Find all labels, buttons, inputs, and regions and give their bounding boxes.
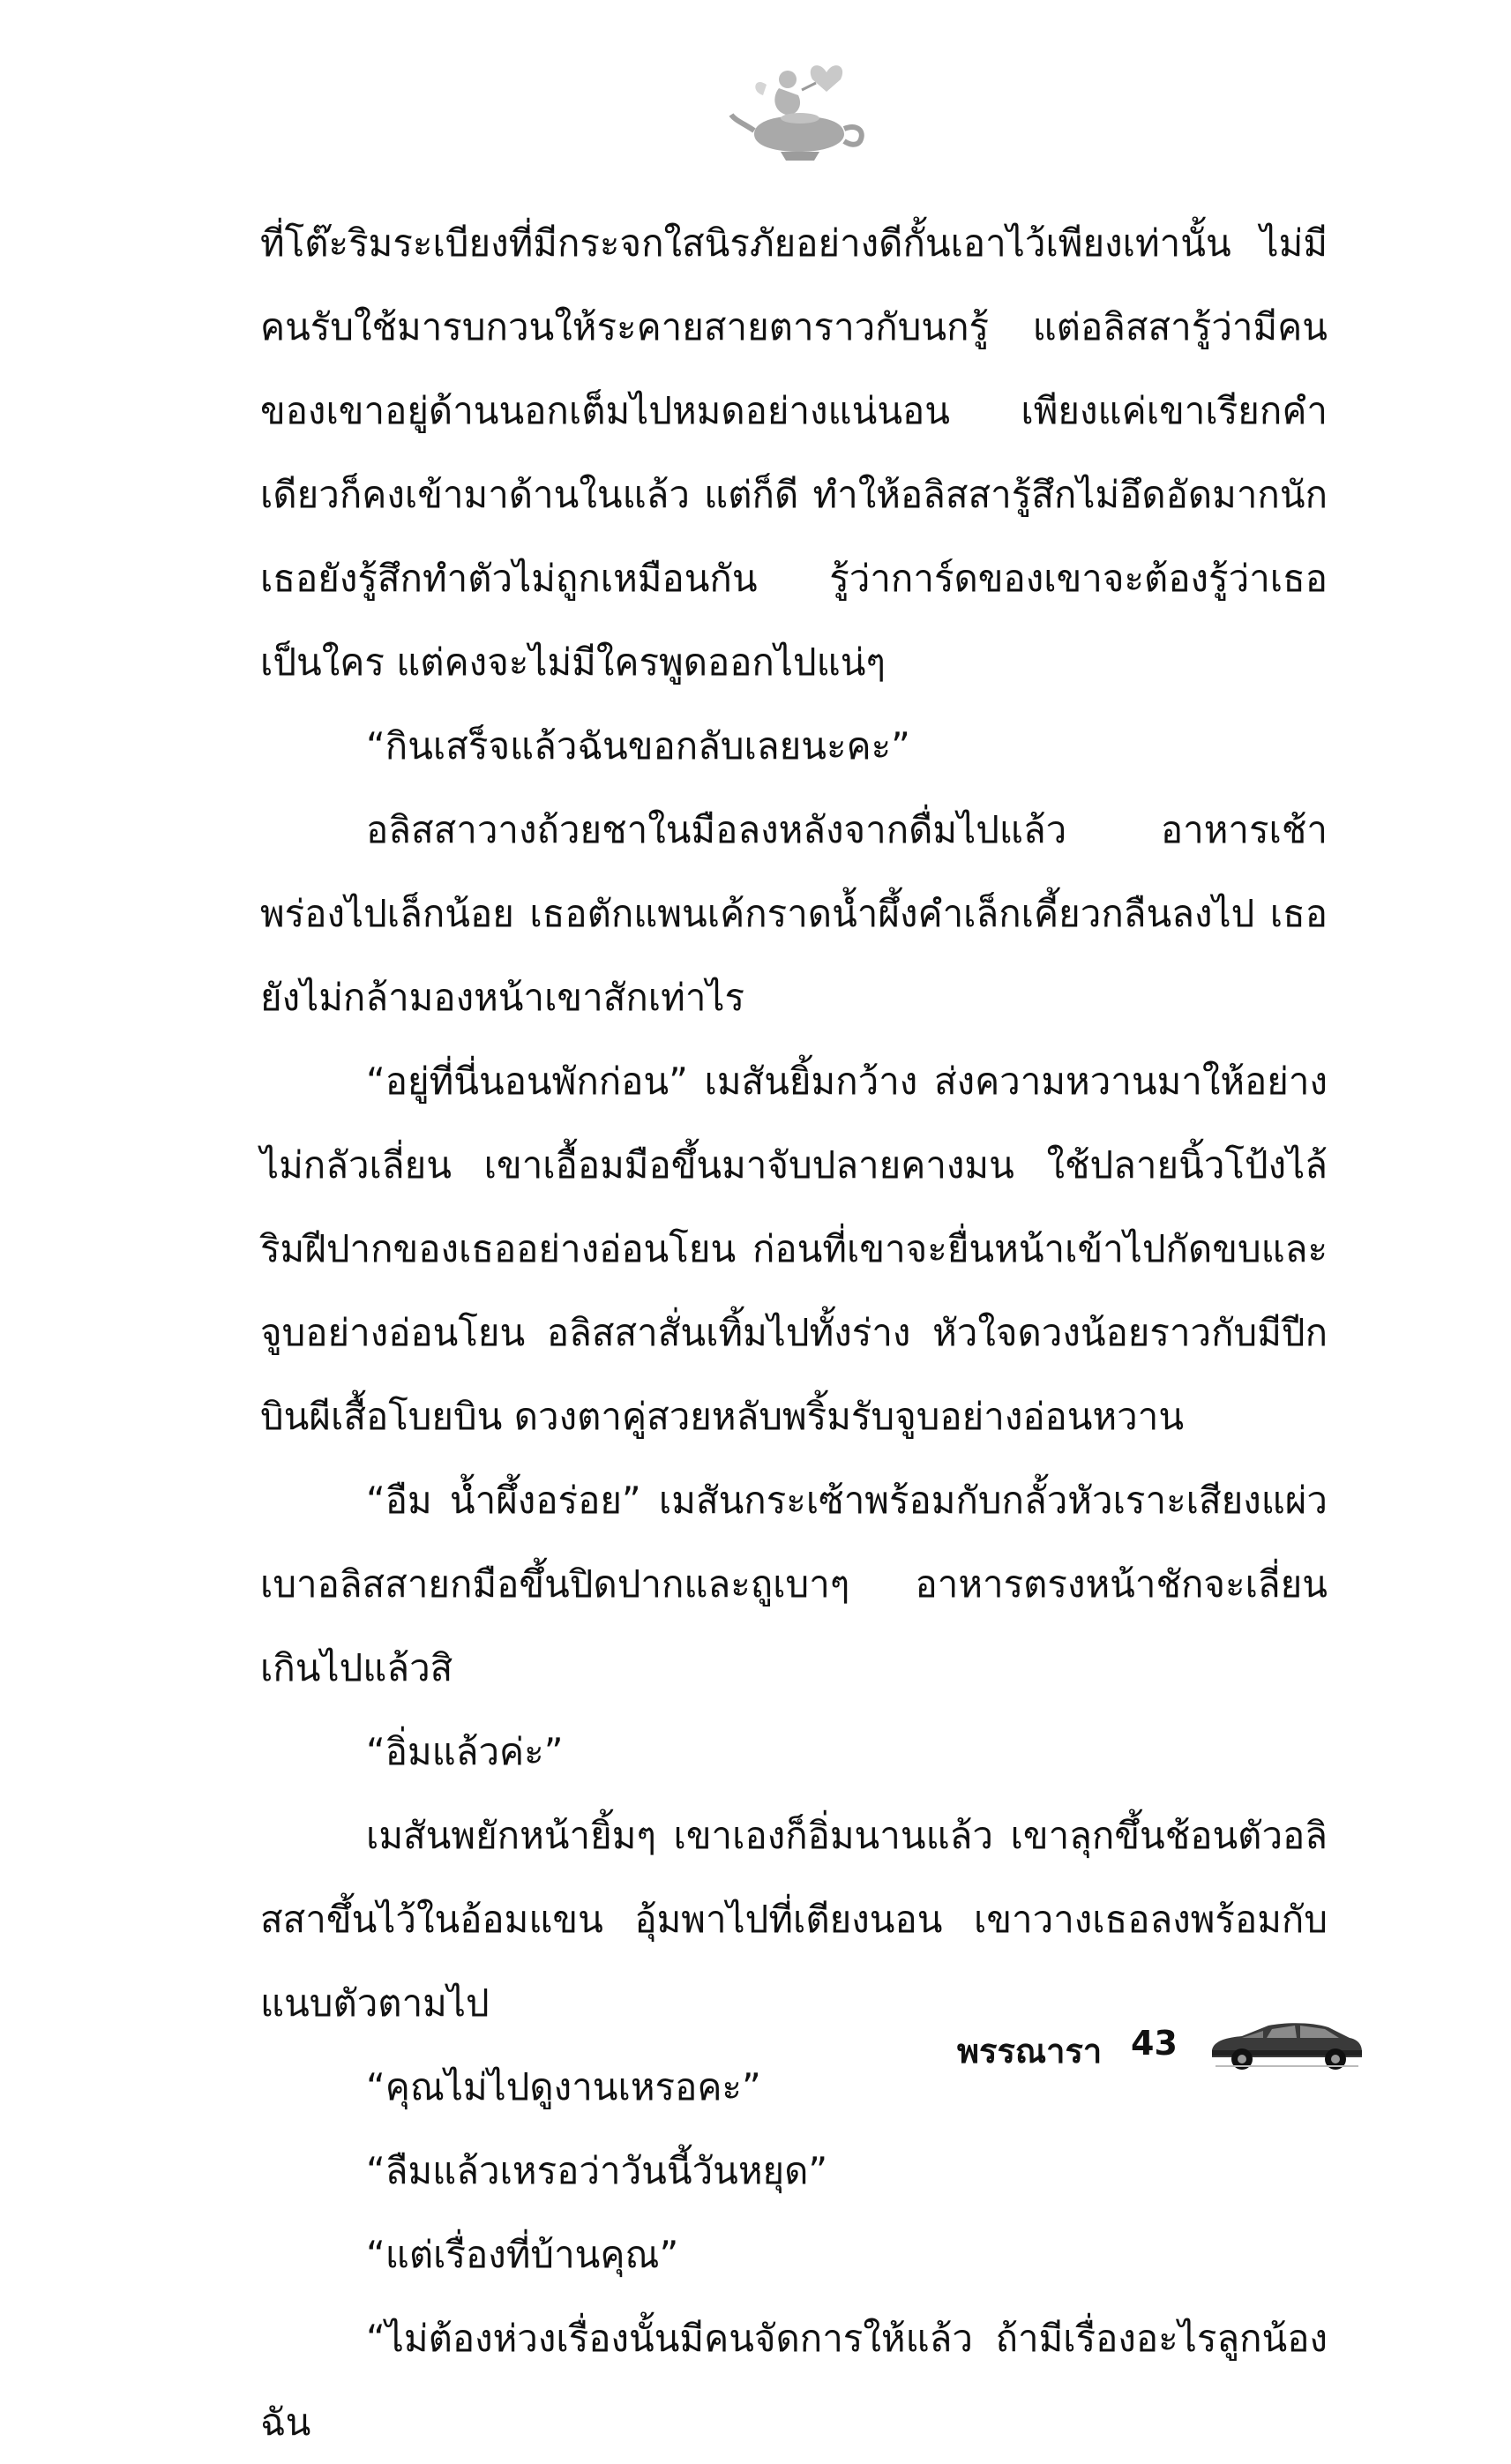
paragraph-1: ที่โต๊ะริมระเบียงที่มีกระจกใสนิรภัยอย่างดีกั้นเอาไว้เพียงเท่านั้น ไม่มีคนรับใช้มารบกวนให้ระคายสายตาราวกับนกรู้ แต่อลิสสารู้ว่ามีคนของเขาอยู่ด้านนอกเต็มไปหมดอย่างแน่นอน เพียงแค่เขาเรียกคำเดียวก็คงเข้ามาด้านในแล้ว แต่ก็ดี ทำให้อลิสสารู้สึกไม่อึดอัดมากนัก เธอยังรู้สึกทำตัวไม่ถูกเหมือนกัน รู้ว่าการ์ดของเขาจะต้องรู้ว่าเธอเป็นใคร แต่คงจะไม่มีใครพูดออกไปแน่ๆ xyxy=(260,221,1328,684)
book-title: พรรณารา xyxy=(957,2032,1103,2071)
page-number: 43 xyxy=(1131,2024,1178,2063)
paragraph-5: “อืม น้ำผึ้งอร่อย” เมสันกระเซ้าพร้อมกับกลั้วหัวเราะเสียงแผ่วเบาอลิสสายกมือขึ้นปิดปากและถูเบาๆ อาหารตรงหน้าชักจะเลี่ยนเกินไปแล้วสิ xyxy=(260,1479,1328,1689)
body-text xyxy=(260,201,1328,2464)
paragraph-7: เมสันพยักหน้ายิ้มๆ เขาเองก็อิ่มนานแล้ว เขาลุกขึ้นช้อนตัวอลิสสาขึ้นไว้ในอ้อมแขน อุ้มพาไปที่เตียงนอน เขาวางเธอลงพร้อมกับแนบตัวตามไป xyxy=(260,1814,1328,2025)
cupid-teapot-ornament-icon xyxy=(728,53,878,168)
paragraph-11: “ไม่ต้องห่วงเรื่องนั้นมีคนจัดการให้แล้ว ถ้ามีเรื่องอะไรลูกน้องฉัน xyxy=(260,2317,1328,2444)
paragraph-2: “กินเสร็จแล้วฉันขอกลับเลยนะคะ” xyxy=(366,724,910,768)
paragraph-6: “อิ่มแล้วค่ะ” xyxy=(366,1730,564,1773)
paragraph-9: “ลืมแล้วเหรอว่าวันนี้วันหยุด” xyxy=(366,2149,828,2192)
paragraph-4: “อยู่ที่นี่นอนพักก่อน” เมสันยิ้มกว้าง ส่งความหวานมาให้อย่างไม่กลัวเลี่ยน เขาเอื้อมมือขึ้นมาจับปลายคางมน ใช้ปลายนิ้วโป้งไล้ริมฝีปากของเธออย่างอ่อนโยน ก่อนที่เขาจะยื่นหน้าเข้าไปกัดขบและจูบอย่างอ่อนโยน อลิสสาสั่นเทิ้มไปทั้งร่าง หัวใจดวงน้อยราวกับมีปีกบินผีเสื้อโบยบิน ดวงตาคู่สวยหลับพริ้มรับจูบอย่างอ่อนหวาน xyxy=(260,1060,1328,1438)
paragraph-10: “แต่เรื่องที่บ้านคุณ” xyxy=(366,2233,679,2276)
paragraph-8: “คุณไม่ไปดูงานเหรอคะ” xyxy=(366,2065,761,2108)
limousine-icon xyxy=(1207,2015,1365,2077)
paragraph-3: อลิสสาวางถ้วยชาในมือลงหลังจากดื่มไปแล้ว อาหารเช้าพร่องไปเล็กน้อย เธอตักแพนเค้กราดน้ำผึ้งคำเล็กเคี้ยวกลืนลงไป เธอยังไม่กล้ามองหน้าเขาสักเท่าไร xyxy=(260,808,1328,1019)
